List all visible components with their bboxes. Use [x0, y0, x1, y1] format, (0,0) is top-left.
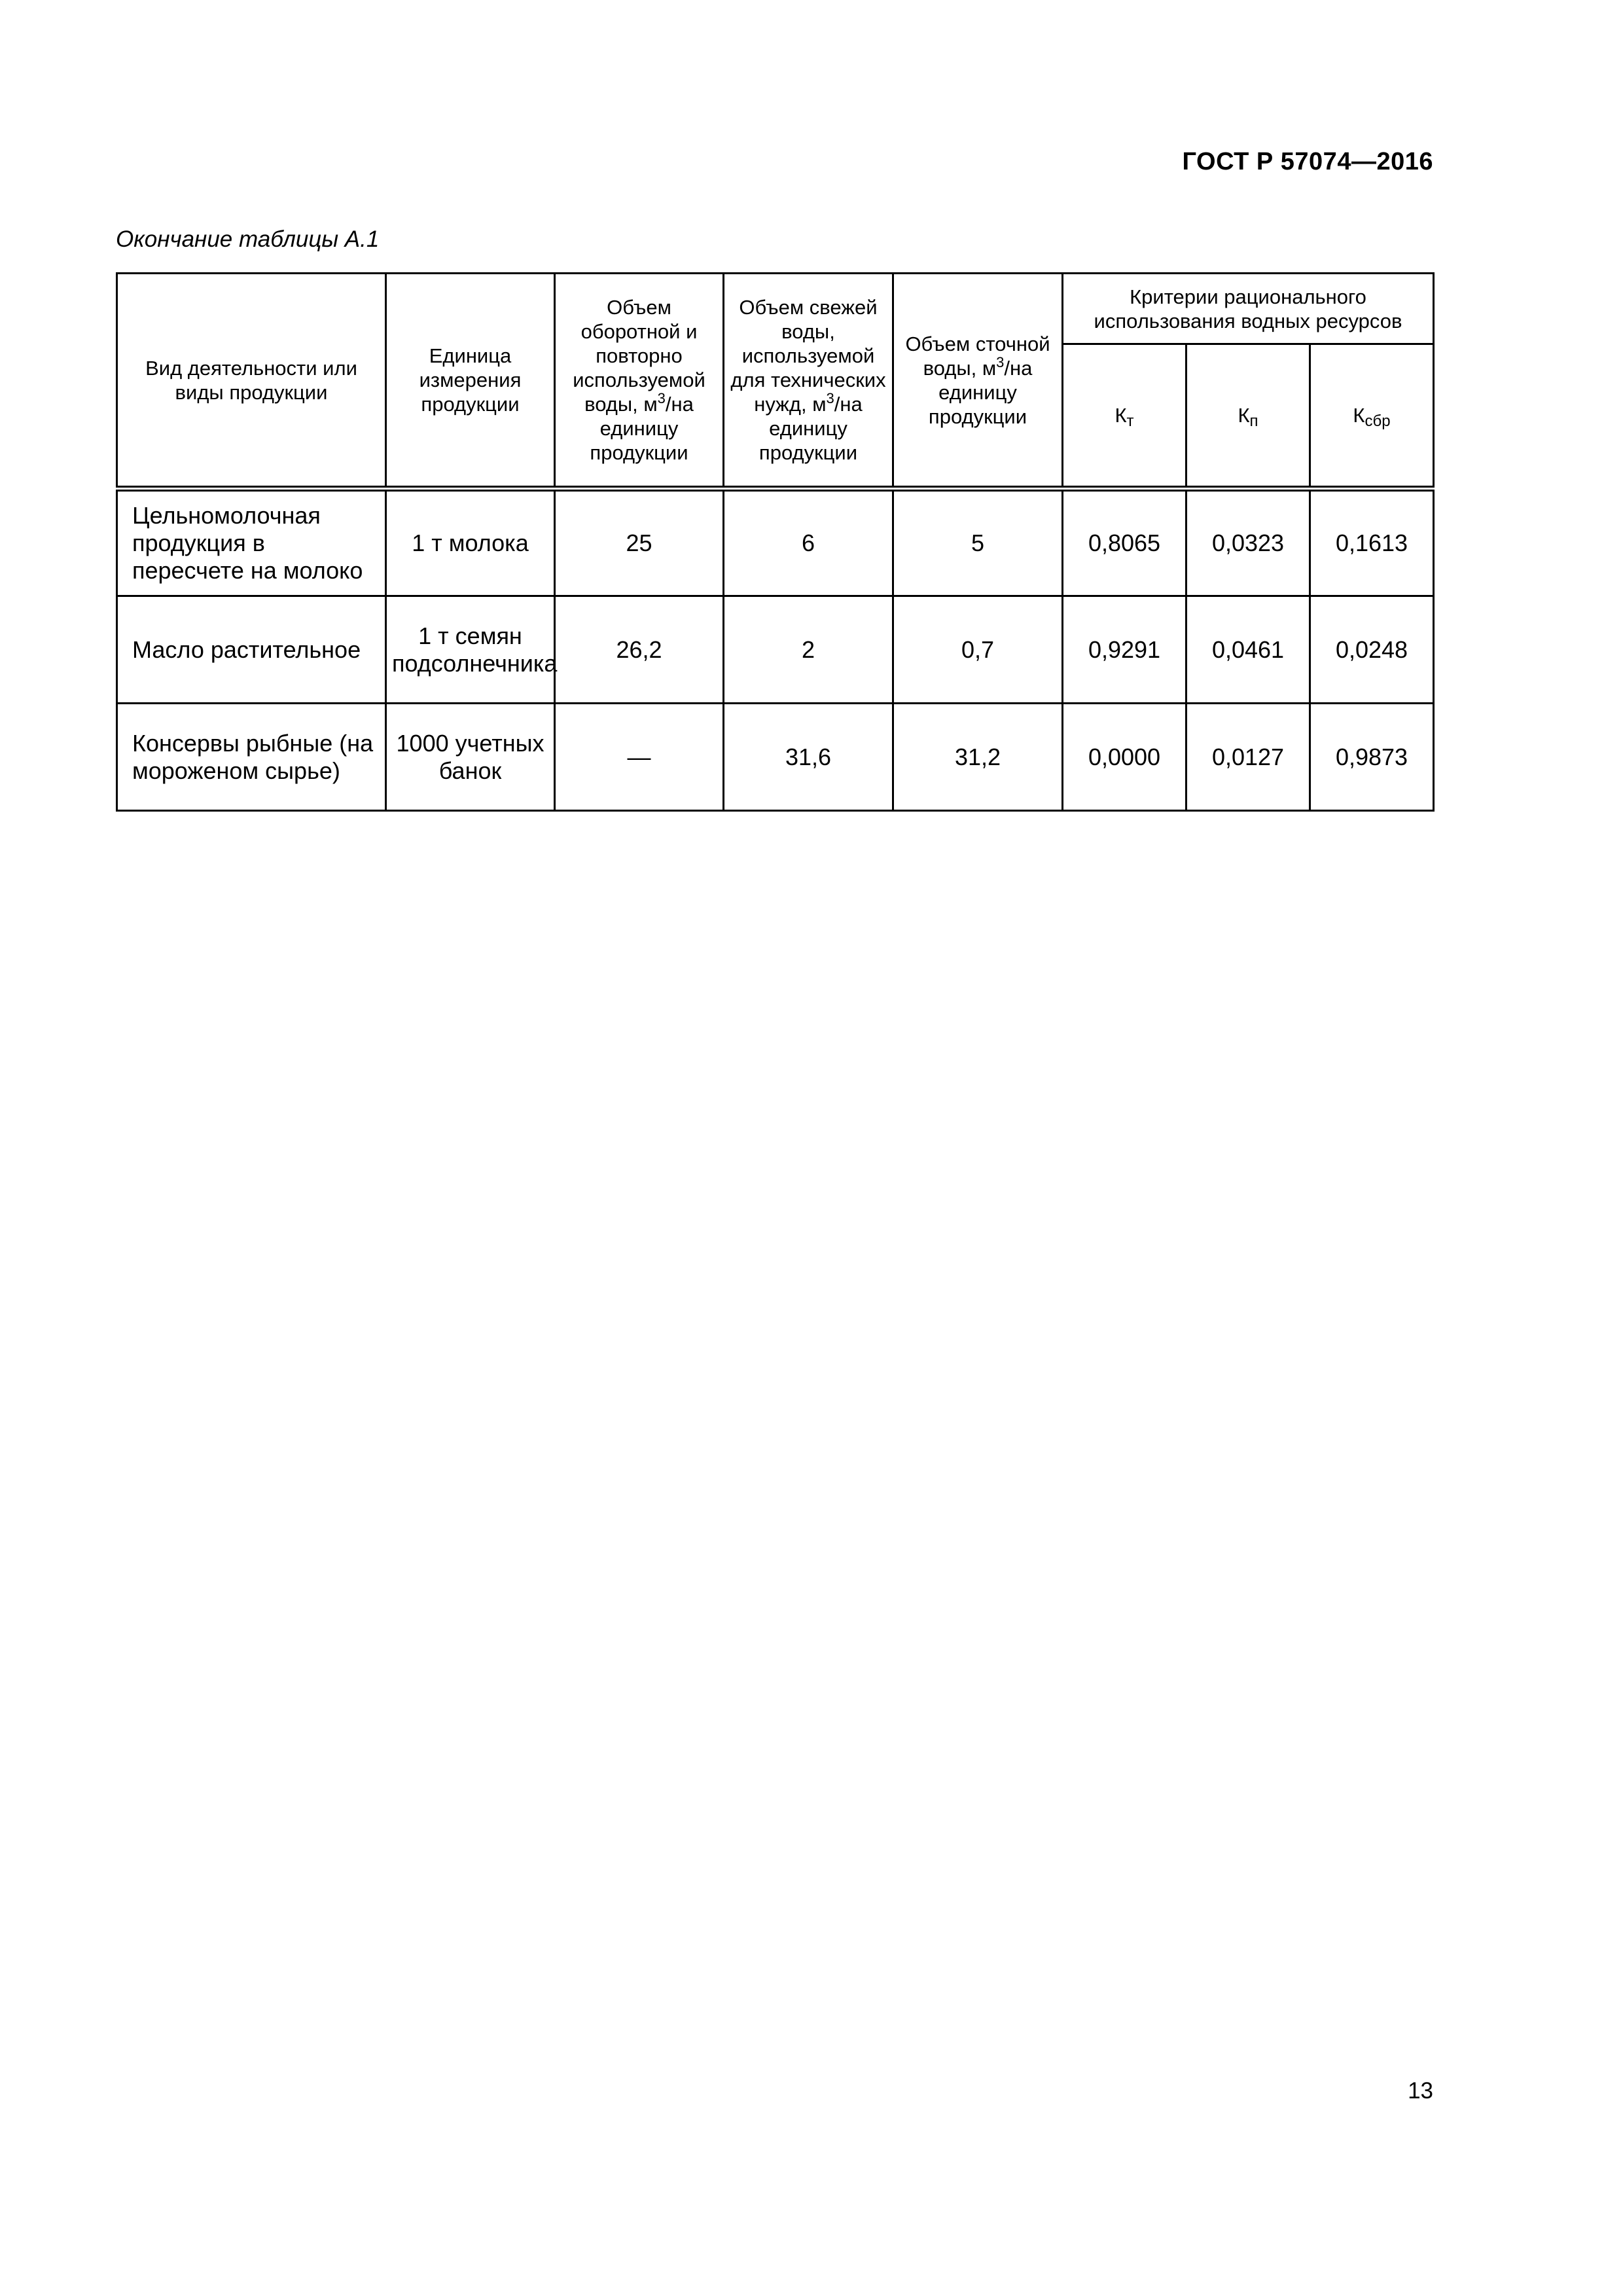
cell-recycled: 26,2 — [555, 596, 724, 704]
cell-kp: 0,0323 — [1186, 489, 1310, 596]
cell-waste: 0,7 — [893, 596, 1063, 704]
cell-ksbr: 0,1613 — [1310, 489, 1434, 596]
header-fresh-water: Объем свежей воды, используемой для технических нужд, $м^3/на$ единицу продукции — [724, 274, 893, 489]
cell-fresh: 6 — [724, 489, 893, 596]
table-caption: Окончание таблицы А.1 — [116, 226, 380, 252]
cell-recycled: — — [555, 704, 724, 811]
table-row — [117, 704, 1434, 811]
cell-recycled: 25 — [555, 489, 724, 596]
header-unit: Единица измерения продукции — [386, 274, 555, 489]
cell-fresh: 2 — [724, 596, 893, 704]
header-kp: $К_п$ — [1186, 344, 1310, 489]
cell-fresh: 31,6 — [724, 704, 893, 811]
cell-unit: 1000 учетных банок — [386, 704, 555, 811]
cell-waste: 5 — [893, 489, 1063, 596]
cell-activity: Масло растительное — [117, 596, 386, 704]
cell-waste: 31,2 — [893, 704, 1063, 811]
cell-ksbr: 0,0248 — [1310, 596, 1434, 704]
cell-kp: 0,0461 — [1186, 596, 1310, 704]
cell-unit: 1 т молока — [386, 489, 555, 596]
header-kt: $К_т$ — [1063, 344, 1186, 489]
table-row — [117, 596, 1434, 704]
page-number: 13 — [1408, 2078, 1433, 2104]
cell-ksbr: 0,9873 — [1310, 704, 1434, 811]
document-code: ГОСТ Р 57074—2016 — [1182, 148, 1433, 175]
cell-kt: 0,0000 — [1063, 704, 1186, 811]
header-row-1 — [117, 274, 1434, 344]
header-recycled-water: Объем оборотной и повторно используемой воды, $м^3/на$ единицу продукции — [555, 274, 724, 489]
header-activity: Вид деятельности или виды продукции — [117, 274, 386, 489]
header-waste-water: Объем сточной воды, $м^3/на$ единицу продукции — [893, 274, 1063, 489]
cell-kt: 0,8065 — [1063, 489, 1186, 596]
header-criteria: Критерии рационального использования водных ресурсов — [1063, 274, 1434, 344]
cell-kt: 0,9291 — [1063, 596, 1186, 704]
cell-activity: Консервы рыбные (на мороженом сырье) — [117, 704, 386, 811]
header-ksbr: $К_{сбр}$ — [1310, 344, 1434, 489]
table-row — [117, 489, 1434, 596]
cell-kp: 0,0127 — [1186, 704, 1310, 811]
cell-unit: 1 т семян подсолнечника — [386, 596, 555, 704]
water-usage-table — [116, 272, 1435, 812]
cell-activity: Цельномолочная продукция в пересчете на молоко — [117, 489, 386, 596]
